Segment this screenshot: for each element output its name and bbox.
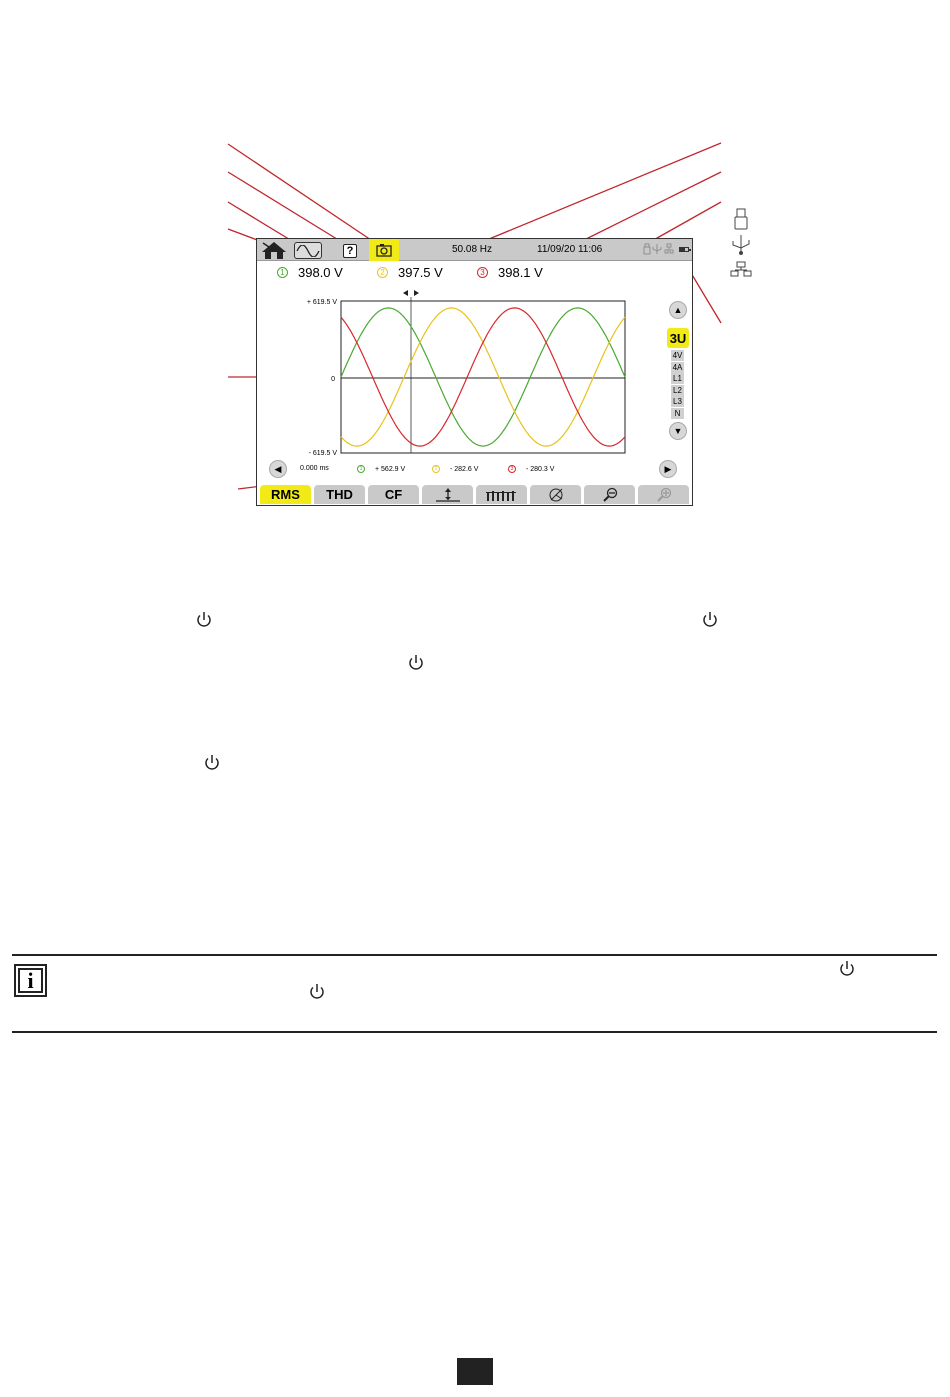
help-icon: ?: [346, 245, 354, 257]
zoom-out-icon: [602, 487, 618, 503]
page-number-box: [457, 1358, 493, 1385]
reading-phase-3: [477, 265, 543, 280]
note-bottom-rule: [12, 1031, 937, 1033]
usb-icon: [733, 235, 749, 255]
cursor-right-button[interactable]: [659, 460, 677, 478]
waveform-series-1: [341, 308, 625, 446]
y-max-label: + 619.5 V: [306, 299, 337, 306]
phase-3-marker: 3: [508, 465, 516, 473]
callout-line-date: [578, 172, 721, 243]
tab-vector[interactable]: [530, 485, 581, 504]
home-button[interactable]: [260, 240, 288, 259]
callout-line-connections: [650, 202, 721, 242]
y-zero-label: 0: [331, 376, 335, 383]
waveform-series-2: [341, 308, 625, 446]
plot-frame: [341, 301, 625, 453]
reading-phase-2: [377, 265, 443, 280]
bottom-tab-bar: [257, 483, 692, 505]
tab-rms[interactable]: RMS: [260, 485, 311, 504]
cursor-phase-3: [508, 465, 554, 473]
power-icon: [838, 960, 856, 978]
network-icon: [731, 262, 751, 276]
instrument-screen: [256, 238, 693, 506]
down-arrow-icon: ▼: [673, 426, 683, 436]
selector-option[interactable]: 4A: [672, 362, 683, 372]
bars-icon: [485, 489, 519, 501]
waveform-icon: [296, 245, 320, 257]
frequency-readout: 50.08 Hz: [452, 244, 493, 255]
vector-icon: [548, 487, 564, 503]
callout-line-camera: [228, 144, 380, 246]
tab-scale[interactable]: [422, 485, 473, 504]
power-icon: [701, 611, 719, 629]
help-button[interactable]: [343, 244, 357, 258]
left-arrow-icon: ◀: [274, 463, 282, 474]
cursor-phase-2: [432, 465, 478, 473]
home-icon: [261, 241, 287, 259]
power-icon: [203, 754, 221, 772]
tab-cf[interactable]: CF: [368, 485, 419, 504]
zoom-in-icon: [656, 487, 672, 503]
rms-readings: [257, 265, 692, 283]
cursor-value: - 282.6 V: [450, 465, 479, 473]
top-status-bar: [257, 239, 692, 261]
phase-3-marker: 3: [477, 267, 488, 278]
cursor-time: 0.000 ms: [300, 465, 329, 472]
selector-option[interactable]: 4V: [672, 351, 683, 360]
battery-icon: [679, 247, 689, 252]
cursor-value: - 280.3 V: [526, 465, 555, 473]
cursor-left-button[interactable]: [269, 460, 287, 478]
cursor-phase-1: [357, 465, 405, 473]
waveform-chart: [257, 289, 692, 469]
selector-active[interactable]: 3U: [667, 328, 689, 348]
reading-value: 398.0 V: [298, 265, 343, 280]
date-time: 11/09/20 11:06: [537, 244, 603, 255]
selector-option[interactable]: L2: [671, 385, 684, 396]
power-icon: [407, 654, 425, 672]
note-top-rule: [12, 954, 937, 956]
power-icon: [308, 983, 326, 1001]
phase-2-marker: 2: [432, 465, 440, 473]
reading-value: 397.5 V: [398, 265, 443, 280]
y-min-label: - 619.5 V: [308, 450, 337, 457]
tab-zoom-in[interactable]: [638, 485, 689, 504]
phase-1-marker: 1: [277, 267, 288, 278]
cursor-left-arrow[interactable]: [403, 290, 408, 296]
up-arrow-icon: ▲: [673, 305, 683, 315]
power-icon: [195, 611, 213, 629]
reading-phase-1: [277, 265, 343, 280]
usb-stick-icon: [735, 209, 747, 229]
phase-2-marker: 2: [377, 267, 388, 278]
info-icon: i: [14, 964, 47, 997]
cursor-readings: [257, 460, 692, 478]
connection-icons: [643, 243, 675, 255]
connection-status-icons: [643, 243, 675, 257]
callout-line-frequency: [477, 143, 721, 244]
scale-icon: [433, 488, 463, 502]
right-arrow-icon: ▶: [664, 463, 672, 474]
reading-value: 398.1 V: [498, 265, 543, 280]
tab-cursor[interactable]: [476, 485, 527, 504]
selector-options: [671, 350, 684, 419]
tab-thd[interactable]: THD: [314, 485, 365, 504]
camera-icon: [376, 243, 392, 257]
selector-option[interactable]: N: [671, 408, 684, 419]
scroll-up-button[interactable]: [669, 301, 687, 319]
snapshot-button[interactable]: [369, 239, 399, 261]
waveform-series-3: [341, 308, 625, 446]
tab-zoom-out[interactable]: [584, 485, 635, 504]
cursor-value: + 562.9 V: [375, 465, 406, 473]
cursor-right-arrow[interactable]: [414, 290, 419, 296]
selector-option[interactable]: L1: [671, 373, 684, 384]
waveform-mode-button[interactable]: [294, 242, 322, 259]
scroll-down-button[interactable]: [669, 422, 687, 440]
phase-1-marker: 1: [357, 465, 365, 473]
selector-option[interactable]: L3: [671, 396, 684, 407]
